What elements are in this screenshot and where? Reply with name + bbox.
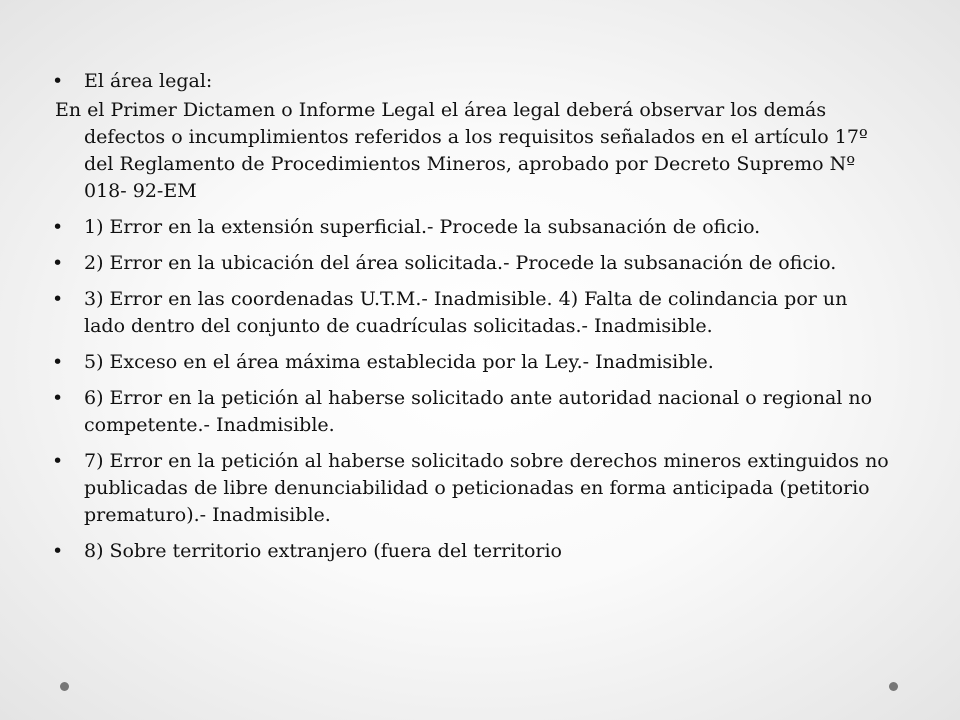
list-item-text: 6) Error en la petición al haberse solicitado ante autoridad nacional o regional no competente.- Inadmisible. [84, 387, 873, 436]
list-item [52, 349, 892, 376]
list-item-text: 3) Error en las coordenadas U.T.M.- Inadmisible. 4) Falta de colindancia por un lado dentro del conjunto de cuadrículas solicitadas.- Inadmisible. [84, 288, 848, 337]
bullet-icon: • [52, 387, 64, 409]
list-item [52, 448, 892, 529]
bullet-icon: • [52, 288, 64, 310]
list-item-text: 7) Error en la petición al haberse solicitado sobre derechos mineros extinguidos no publicadas de libre denunciabilidad o peticionadas en forma anticipada (petitorio prematuro).- Inadmisible. [84, 450, 889, 526]
bullet-icon: • [52, 252, 64, 274]
bullet-icon: • [52, 540, 64, 562]
slide-heading: El área legal: [84, 70, 213, 92]
bullet-icon: • [52, 450, 64, 472]
heading-bullet [52, 68, 892, 95]
decorative-dot-right [889, 682, 898, 691]
list-item-text: 8) Sobre territorio extranjero (fuera del territorio [84, 540, 562, 562]
list-item [52, 286, 892, 340]
decorative-dot-left [60, 682, 69, 691]
intro-paragraph: En el Primer Dictamen o Informe Legal el área legal deberá observar los demás defectos o incumplimientos referidos a los requisitos señalados en el artículo 17º del Reglamento de Procedimientos Mineros, aprobado por Decreto Supremo Nº 018- 92-EM [55, 99, 868, 202]
list-item-text: 1) Error en la extensión superficial.- Procede la subsanación de oficio. [84, 216, 761, 238]
slide-body [52, 68, 892, 574]
list-item-text: 5) Exceso en el área máxima establecida por la Ley.- Inadmisible. [84, 351, 714, 373]
list-item [52, 250, 892, 277]
bullet-icon: • [52, 70, 64, 92]
bullet-icon: • [52, 216, 64, 238]
list-item-text: 2) Error en la ubicación del área solicitada.- Procede la subsanación de oficio. [84, 252, 837, 274]
list-item [52, 385, 892, 439]
list-item [52, 538, 892, 565]
bullet-icon: • [52, 351, 64, 373]
list-item [52, 214, 892, 241]
